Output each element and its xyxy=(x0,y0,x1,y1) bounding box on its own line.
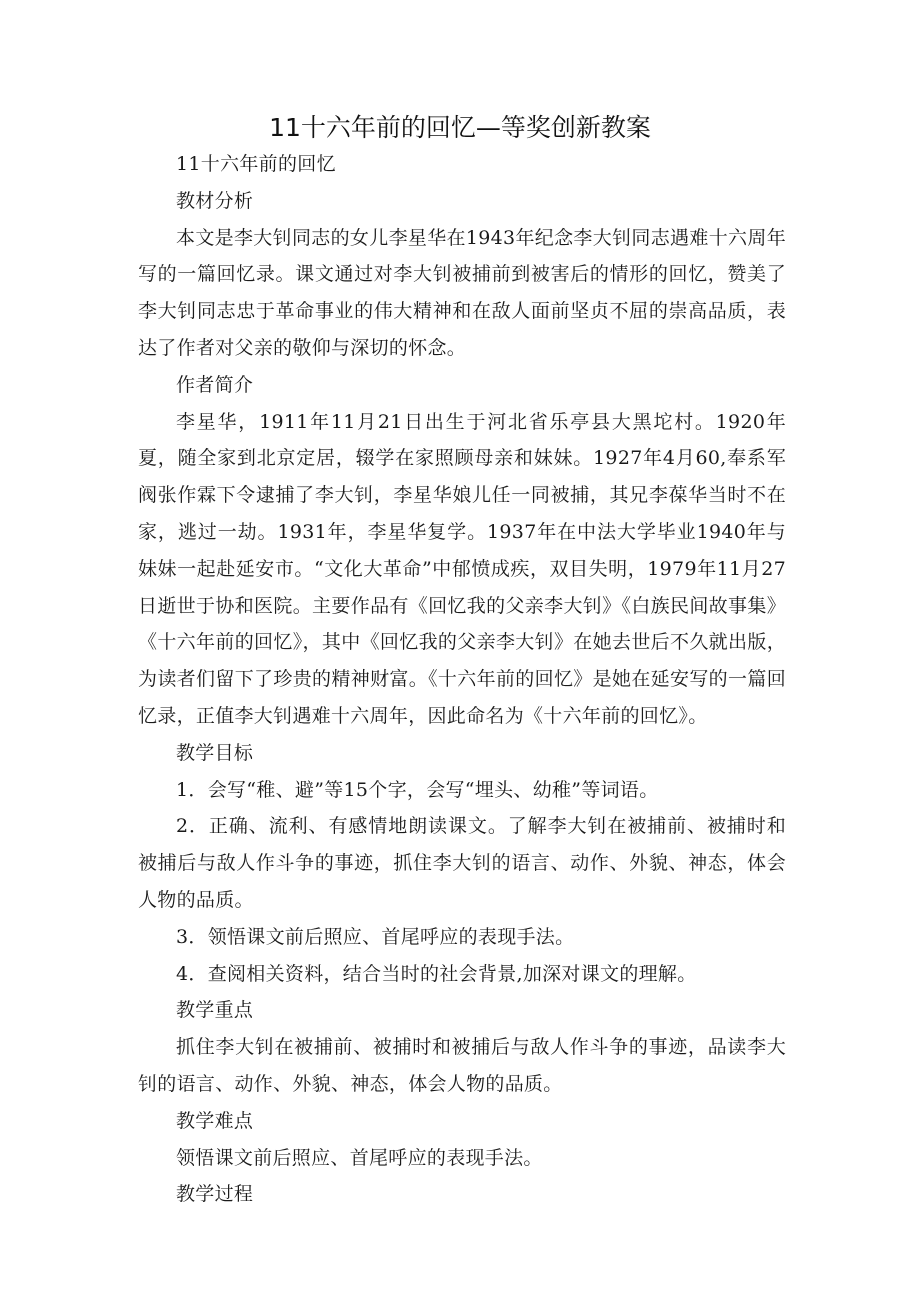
section-heading-teaching-goals: 教学目标 xyxy=(176,741,254,764)
paragraph-author-intro: 李星华，1911年11月21日出生于河北省乐亭县大黑坨村。1920年夏，随全家到北京定居，辍学在家照顾母亲和妹妹。1927年4月60,奉系军阀张作霖下令逮捕了李大钊，李星华娘儿任一同被捕，其兄李葆华当时不在家，逃过一劫。1931年，李星华复学。1937年在中法大学毕业1940年与妹妹一起赴延安市。“文化大革命”中郁愤成疾，双目失明，1979年11月27日逝世于协和医院。主要作品有《回忆我的父亲李大钊》《白族民间故事集》《十六年前的回忆》，其中《回忆我的父亲李大钊》在她去世后不久就出版，为读者们留下了珍贵的精神财富。《十六年前的回忆》是她在延安写的一篇回忆录，正值李大钊遇难十六周年，因此命名为《十六年前的回忆》。 xyxy=(138,410,786,727)
goal-item-4: 4．查阅相关资料，结合当时的社会背景,加深对课文的理解。 xyxy=(176,962,697,985)
document-title: 11十六年前的回忆—等奖创新教案 xyxy=(269,113,651,142)
subtitle: 11十六年前的回忆 xyxy=(176,153,336,175)
paragraph-difficulties: 领悟课文前后照应、首尾呼应的表现手法。 xyxy=(176,1146,543,1169)
goal-item-3: 3．领悟课文前后照应、首尾呼应的表现手法。 xyxy=(176,925,575,948)
document-body xyxy=(138,146,786,1213)
section-heading-teaching-process: 教学过程 xyxy=(176,1183,254,1206)
goal-item-2: 2．正确、流利、有感情地朗读课文。了解李大钊在被捕前、被捕时和被捕后与敌人作斗争的事迹，抓住李大钊的语言、动作、外貌、神态，体会人物的品质。 xyxy=(138,815,786,911)
goal-item-1: 1．会写“稚、避”等15个字，会写“埋头、幼稚”等词语。 xyxy=(176,778,659,801)
section-heading-key-points: 教学重点 xyxy=(176,999,254,1022)
section-heading-difficulties: 教学难点 xyxy=(176,1109,254,1132)
section-heading-material-analysis: 教材分析 xyxy=(176,189,254,212)
paragraph-key-points: 抓住李大钊在被捕前、被捕时和被捕后与敌人作斗争的事迹，品读李大钊的语言、动作、外貌、神态，体会人物的品质。 xyxy=(138,1036,786,1095)
paragraph-material-analysis: 本文是李大钊同志的女儿李星华在1943年纪念李大钊同志遇难十六周年写的一篇回忆录。课文通过对李大钊被捕前到被害后的情形的回忆，赞美了李大钊同志忠于革命事业的伟大精神和在敌人面前坚贞不屈的崇高品质，表达了作者对父亲的敬仰与深切的怀念。 xyxy=(138,226,786,359)
section-heading-author-intro: 作者简介 xyxy=(176,373,254,396)
